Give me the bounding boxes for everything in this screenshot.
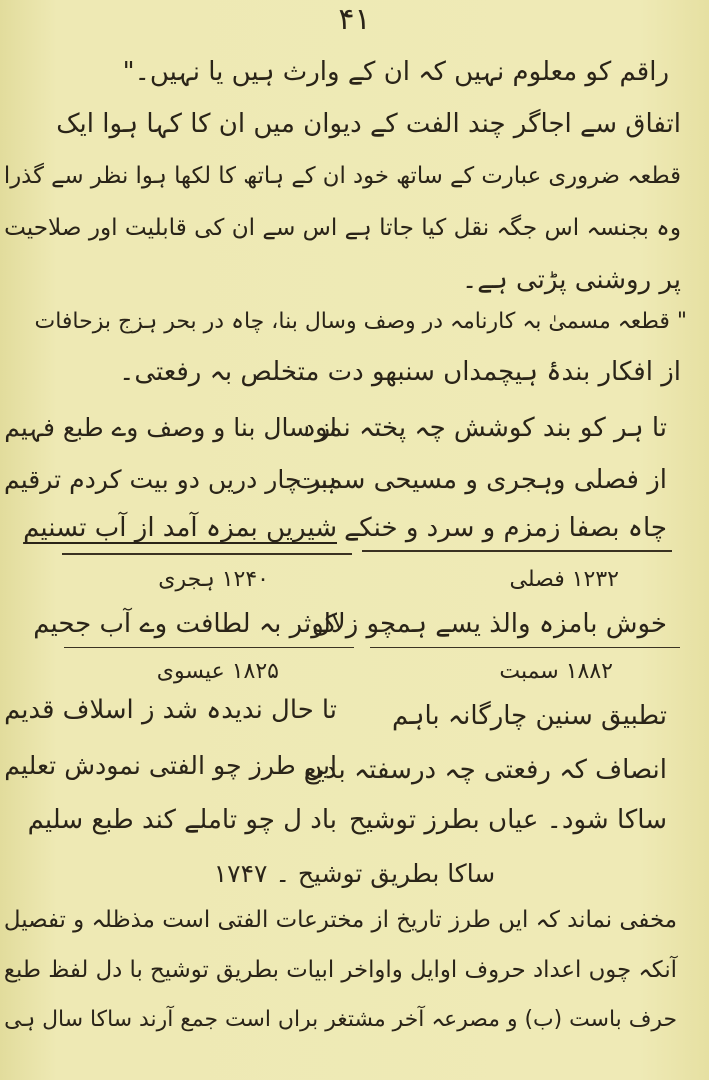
saka-line: ساکا بطریق توشیح ۔ ۱۷۴۷	[213, 859, 496, 888]
paragraph-line: وہ بجنسہ اس جگہ نقل کیا جاتا ہے اس سے ان کی قابلیت اور صلاحیت	[4, 215, 681, 241]
paragraph-line: راقم کو معلوم نہیں کہ ان کے وارث ہیں یا نہیں۔"	[122, 57, 669, 87]
paragraph-line: اتفاق سے اجاگر چند الفت کے دیوان میں ان کا کہا ہوا ایک	[56, 109, 681, 139]
verse-left: تا حال ندیدہ شد ز اسلاف قدیم	[4, 695, 337, 725]
verse-left: کوثر بہ لطافت وے آب جحیم	[33, 609, 337, 639]
year-sambat: ۱۸۸۲ سمبت	[499, 659, 613, 684]
divider-rule	[64, 647, 354, 648]
divider-rule	[62, 553, 352, 555]
verse-right: از فصلی وہجری و مسیحی سمبت	[295, 465, 667, 495]
verse-left: ایں طرز چو الفتی نمودش تعلیم	[4, 751, 337, 780]
year-isvi: ۱۸۲۵ عیسوی	[156, 659, 279, 684]
verse-right: خوش بامزہ والذ یسے ہمچو زلال	[312, 609, 667, 639]
verse-right: تطبیق سنین چارگانہ باہم	[391, 701, 667, 731]
verse-right: تا ہر کو بند کوشش چہ پختہ نمود	[303, 413, 667, 443]
closing-line: مخفی نماند کہ ایں طرز تاریخ از مخترعات الفتی است مذظلہ و تفصیل	[3, 907, 677, 933]
qita-heading-line: از افکار بندۂ ہیچمداں سنبھو دت متخلص بہ رفعتی۔	[119, 357, 681, 387]
divider-rule	[362, 550, 672, 552]
year-fasli: ۱۲۳۲ فصلی	[509, 567, 619, 592]
verse-right: ساکا شود۔ عیاں بطرز توشیح	[348, 805, 667, 835]
verse-left: باد ل چو تاملے کند طبع سلیم	[27, 805, 337, 835]
page-number: ۴۱	[338, 2, 371, 37]
divider-rule	[370, 647, 680, 648]
closing-line: حرف باست (ب) و مصرعہ آخر مشتغر براں است جمع آرند ساکا سال ہی	[4, 1007, 677, 1032]
verse-right: چاہ بصفا زمزم و سرد و خنکے	[344, 513, 667, 543]
verse-left: از سال بنا و وصف وے طبع فہیم	[4, 413, 337, 442]
closing-line: آنکہ چوں اعداد حروف اوایل واواخر ابیات بطریق توشیح با دل لفظ طبع	[3, 957, 677, 983]
paragraph-line: قطعہ ضروری عبارت کے ساتھ خود ان کے ہاتھ کا لکھا ہوا نظر سے گذرا	[3, 163, 681, 189]
verse-left: شیریں بمزہ آمد از آب تسنیم	[23, 513, 337, 543]
year-hijri: ۱۲۴۰ ہجری	[158, 567, 269, 592]
verse-left: ہر چار دریں دو بیت کردم ترقیم	[4, 465, 337, 494]
paragraph-line: پر روشنی پڑتی ہے۔	[462, 265, 681, 295]
verse-right: انصاف کہ رفعتی چہ درسفتہ بدیع	[303, 755, 667, 785]
qita-heading-line: " قطعہ مسمیٰ بہ کارنامہ در وصف وسال بنا، چاہ در بحر ہزج بزحافات	[34, 309, 687, 334]
